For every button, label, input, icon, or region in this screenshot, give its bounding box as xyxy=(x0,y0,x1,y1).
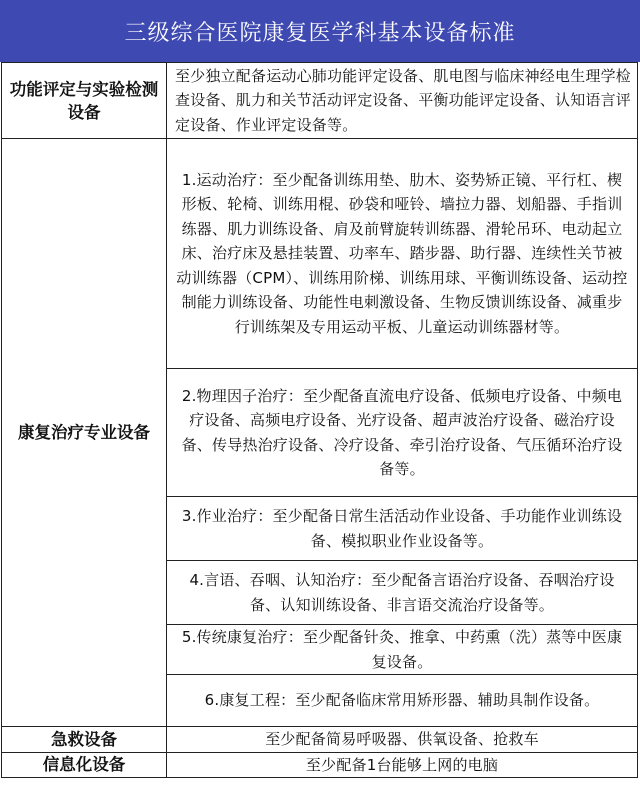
therapy-item-1: 1.运动治疗：至少配备训练用垫、肋木、姿势矫正镜、平行杠、楔形板、轮椅、训练用棍、砂袋和哑铃、墙拉力器、划船器、手指训练器、肌力训练设备、肩及前臂旋转训练器、滑轮吊环、电动起立床、治疗床及悬挂装置、功率车、踏步器、助行器、连续性关节被动训练器（CPM）、训练用阶梯、训练用球、平衡训练设备、运动控制能力训练设备、功能性电刺激设备、生物反馈训练设备、减重步行训练架及专用运动平板、儿童运动训练器材等。 xyxy=(167,139,638,369)
row-value-assessment: 至少独立配备运动心肺功能评定设备、肌电图与临床神经电生理学检查设备、肌力和关节活动评定设备、平衡功能评定设备、认知语言评定设备、作业评定设备等。 xyxy=(167,63,638,139)
therapy-item-2: 2.物理因子治疗：至少配备直流电疗设备、低频电疗设备、中频电疗设备、高频电疗设备、光疗设备、超声波治疗设备、磁治疗设备、传导热治疗设备、冷疗设备、牵引治疗设备、气压循环治疗设备等。 xyxy=(167,369,638,497)
row-label-emergency: 急救设备 xyxy=(2,727,167,753)
therapy-item-3: 3.作业治疗：至少配备日常生活活动作业设备、手功能作业训练设备、模拟职业作业设备等。 xyxy=(167,497,638,561)
row-label-it: 信息化设备 xyxy=(2,752,167,778)
table-row xyxy=(2,752,638,778)
row-value-emergency: 至少配备简易呼吸器、供氧设备、抢救车 xyxy=(167,727,638,753)
therapy-item-5: 5.传统康复治疗：至少配备针灸、推拿、中药熏（洗）蒸等中医康复设备。 xyxy=(167,625,638,675)
therapy-item-4: 4.言语、吞咽、认知治疗：至少配备言语治疗设备、吞咽治疗设备、认知训练设备、非言语交流治疗设备等。 xyxy=(167,561,638,625)
table-row xyxy=(2,63,638,139)
row-label-assessment: 功能评定与实验检测设备 xyxy=(2,63,167,139)
equipment-table xyxy=(1,62,638,778)
table-row xyxy=(2,727,638,753)
table-title: 三级综合医院康复医学科基本设备标准 xyxy=(0,0,640,62)
table-row xyxy=(2,139,638,369)
therapy-item-6: 6.康复工程：至少配备临床常用矫形器、辅助具制作设备。 xyxy=(167,675,638,727)
row-label-therapy: 康复治疗专业设备 xyxy=(2,139,167,727)
row-value-it: 至少配备1台能够上网的电脑 xyxy=(167,752,638,778)
